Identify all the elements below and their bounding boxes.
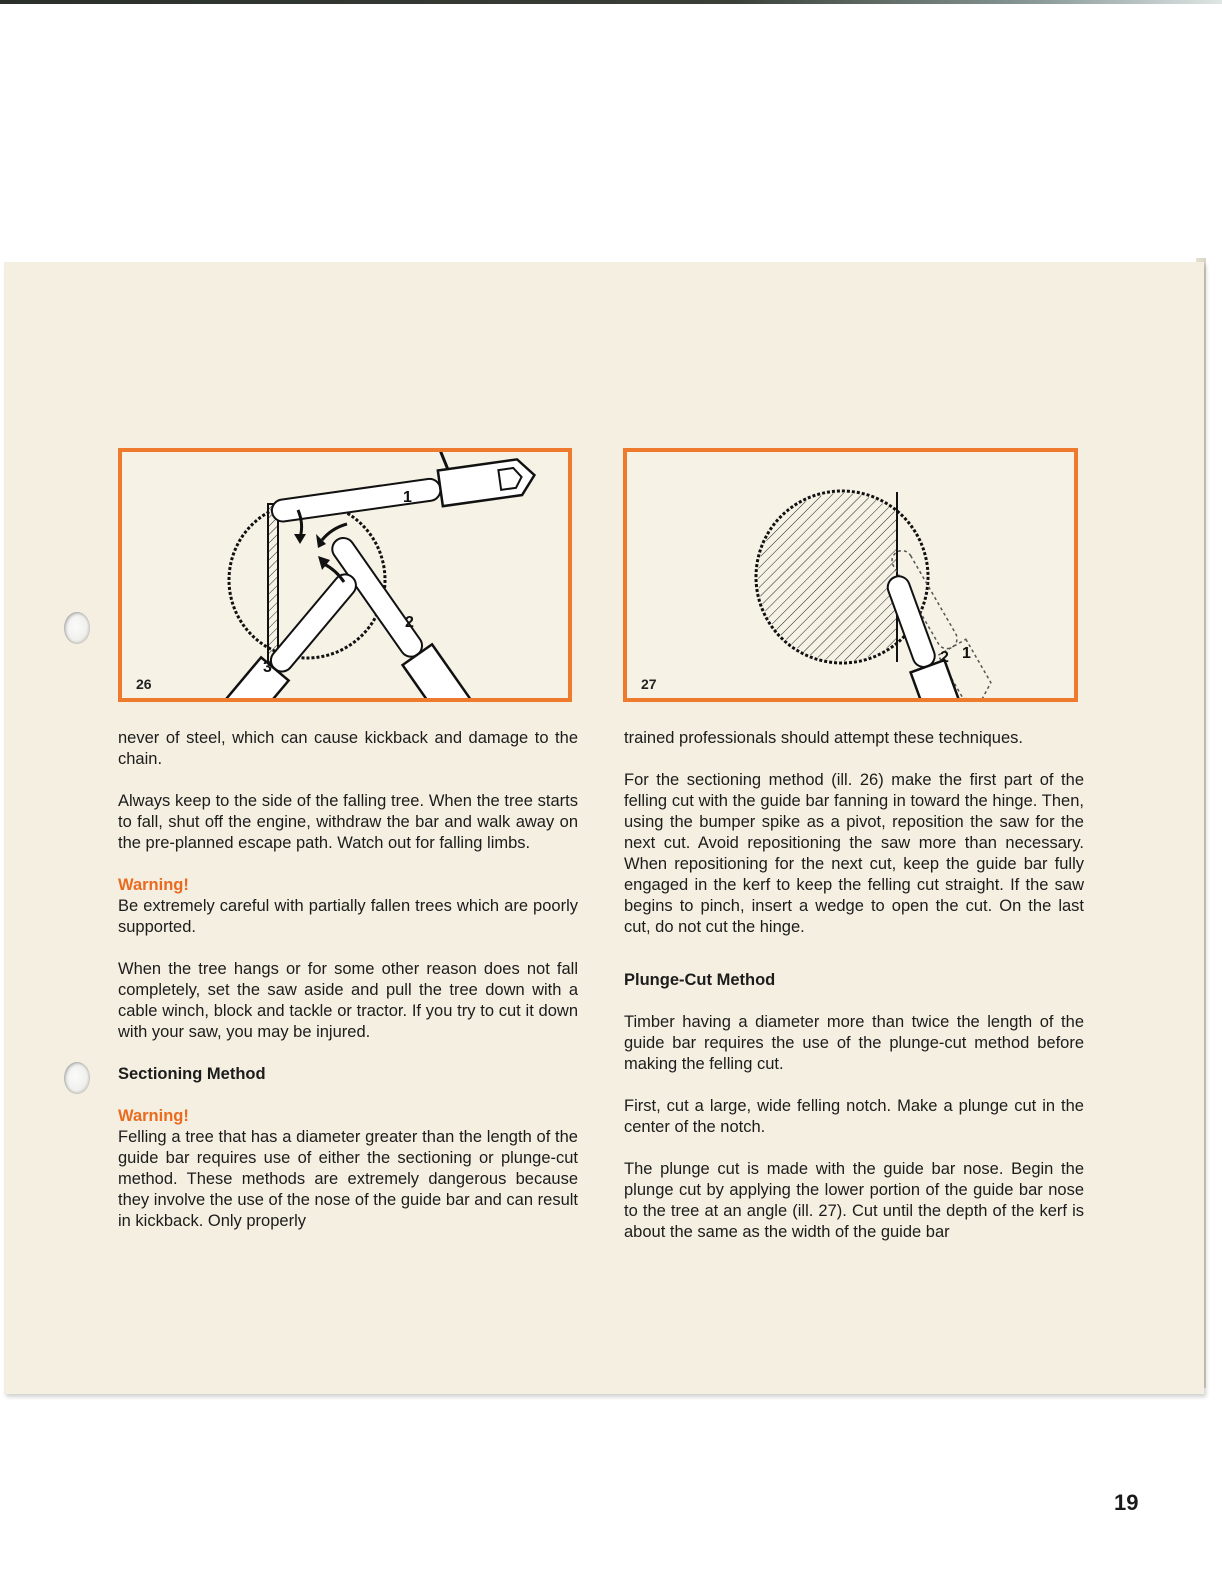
figure-27 bbox=[623, 448, 1078, 702]
paragraph: When the tree hangs or for some other reason does not fall completely, set the saw aside and pull the tree down with a cable winch, block and tackle or tractor. If you try to cut it down with your saw, you may be injured. bbox=[118, 960, 578, 1041]
callout-1: 1 bbox=[962, 645, 971, 662]
scan-border bbox=[0, 0, 1222, 4]
callout-1: 1 bbox=[403, 489, 412, 506]
right-column bbox=[624, 728, 1084, 1243]
page-number: 19 bbox=[1114, 1490, 1139, 1515]
punch-hole-upper bbox=[64, 612, 90, 644]
paragraph: never of steel, which can cause kickback and damage to the chain. bbox=[118, 729, 578, 768]
warning-title: Warning! bbox=[118, 1107, 189, 1125]
figure-number: 27 bbox=[641, 676, 657, 692]
paragraph: For the sectioning method (ill. 26) make the first part of the felling cut with the guide bar fanning in toward the hinge. Then, using the bumper spike as a pivot, reposition the saw for the next cut. Avoid repositioning the saw more than necessary. When repositioning for the next cut, keep the guide bar fully engaged in the kerf to keep the felling cut straight. If the saw begins to pinch, insert a wedge to open the cut. On the last cut, do not cut the hinge. bbox=[624, 771, 1084, 936]
paragraph: The plunge cut is made with the guide bar nose. Begin the plunge cut by applying the lower portion of the guide bar nose to the tree at an angle (ill. 27). Cut until the depth of the kerf is about the same as the width of the guide bar bbox=[624, 1160, 1084, 1241]
paragraph: Be extremely careful with partially fallen trees which are poorly supported. bbox=[118, 897, 578, 936]
felling-area bbox=[747, 482, 897, 682]
plunge-cut-illustration bbox=[627, 452, 1074, 698]
sectioning-illustration bbox=[122, 452, 568, 698]
left-column bbox=[118, 728, 578, 1232]
section-heading: Sectioning Method bbox=[118, 1065, 266, 1083]
figure-26 bbox=[118, 448, 572, 702]
saw-1 bbox=[267, 452, 537, 530]
paragraph: Timber having a diameter more than twice the length of the guide bar requires the use of the plunge-cut method before making the felling cut. bbox=[624, 1013, 1084, 1073]
warning-title: Warning! bbox=[118, 876, 189, 894]
paragraph: First, cut a large, wide felling notch. Make a plunge cut in the center of the notch. bbox=[624, 1097, 1084, 1136]
manual-page bbox=[4, 262, 1204, 1515]
paragraph: Felling a tree that has a diameter greater than the length of the guide bar requires use of either the sectioning or plunge-cut method. These methods are extremely dangerous because they involve the use of the nose of the guide bar and can result in kickback. Only properly bbox=[118, 1128, 578, 1230]
punch-hole-lower bbox=[64, 1062, 90, 1094]
hinge-strip bbox=[268, 504, 278, 664]
paragraph: Always keep to the side of the falling tree. When the tree starts to fall, shut off the engine, withdraw the bar and walk away on the pre-planned escape path. Watch out for falling limbs. bbox=[118, 792, 578, 852]
paragraph: trained professionals should attempt these techniques. bbox=[624, 729, 1023, 747]
callout-2: 2 bbox=[405, 614, 414, 631]
figure-number: 26 bbox=[136, 676, 152, 692]
callout-2: 2 bbox=[940, 649, 949, 666]
callout-3: 3 bbox=[263, 659, 272, 676]
section-heading: Plunge-Cut Method bbox=[624, 971, 776, 989]
